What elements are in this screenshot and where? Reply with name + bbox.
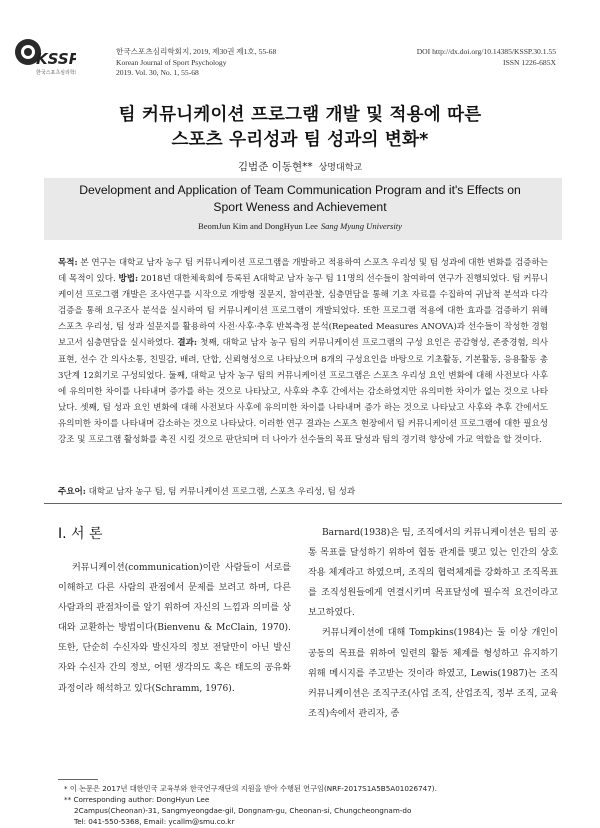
keywords-text: 대학교 남자 농구 팀, 팀 커뮤니케이션 프로그램, 스포츠 우리성, 팀 성과 <box>85 487 356 497</box>
keywords-label: 주요어: <box>58 487 86 497</box>
abstract-result-label: 결과: <box>177 338 198 349</box>
journal-citation <box>116 47 276 79</box>
section-heading: I. 서 론 <box>58 526 103 542</box>
body-right-column <box>308 523 558 724</box>
abstract-purpose-label: 목적: <box>58 258 78 268</box>
journal-line-2: Korean Journal of Sport Psychology <box>116 57 227 67</box>
author-names-en: BeomJun Kim and DongHyun Lee <box>198 221 318 231</box>
abstract-divider <box>44 503 562 504</box>
journal-line-1: 한국스포츠심리학회지, 2019, 제30권 제1호, 55-68 <box>116 47 277 56</box>
doi-issn <box>417 47 556 68</box>
affiliation-ko: 상명대학교 <box>318 163 363 173</box>
abstract-method: 2018년 대한체육회에 등록된 A대학교 남자 농구 팀 11명의 선수들이 참여하여 연구가 진행되었다. 팀 커뮤니케이션 프로그램 개발은 조사연구를 시작으로 개방형 질문지, 참여관찰, 심층면담을 통해 기초 자료를 수집하여 귀납적 분석과 다각 검증을 통해 요구조사 분석을 실시하여 팀 커뮤니케이션 프로그램이 개발되었다. 또한 프로그램 적용에 대한 효과를 검증하기 위해 스포츠 우리성, 팀 성과 설문지를 활용하여 사전·사후·추후 반복측정 분석(Repeated Measures ANOVA)과 선수들이 작성한 경험 보고서 심층면담을 실시하였다. <box>58 274 549 349</box>
doi-link[interactable]: DOI http://dx.doi.org/10.14385/KSSP.30.1.55 <box>416 47 556 56</box>
footnote-funding: * 이 논문은 2017년 대한민국 교육부와 한국연구재단의 지원을 받아 수행된 연구임(NRF-2017S1A5B5A01026747). <box>64 784 437 793</box>
title-en-line-2: Sport Weness and Achievement <box>213 200 387 214</box>
issn: ISSN 1226-685X <box>503 57 556 67</box>
title-en-line-1: Development and Application of Team Communication Program and it's Effects on <box>79 183 521 197</box>
footnote-contact: Tel: 041-550-5368, Email: ycallm@smu.co.kr <box>74 817 235 826</box>
authors-ko <box>0 159 600 174</box>
journal-line-3: 2019. Vol. 30, No. 1, 55-68 <box>116 68 199 77</box>
affiliation-en: Sang Myung University <box>320 221 402 231</box>
title-ko-line-2: 스포츠 우리성과 팀 성과의 변화* <box>171 130 429 150</box>
keywords <box>58 485 548 497</box>
footnote-corresponding: ** Corresponding author: DongHyun Lee <box>64 795 210 804</box>
footnote-address: 2Campus(Cheonan)-31, Sangmyeongdae-gil, Dongnam-gu, Cheonan-si, Chungcheongnam-do <box>74 806 412 815</box>
logo-text: KSSP <box>36 50 76 68</box>
journal-logo <box>14 38 76 76</box>
title-ko-line-1: 팀 커뮤니케이션 프로그램 개발 및 적용에 따른 <box>118 105 482 125</box>
abstract-result: 첫째, 대학교 남자 농구 팀의 커뮤니케이션 프로그램의 구성 요인은 공감형성, 존중경험, 의사표현, 선수 간 의사소통, 친밀감, 배려, 단합, 신뢰형성으로 나타났으며 8개의 구성요인을 바탕으로 기초활동, 기본활동, 응용활동 총 3단계 12회기로 구성되었다. 둘째, 대학교 남자 농구 팀의 커뮤니케이션 프로그램은 스포츠 우리성 요인 변화에 대해 사전보다 사후에 유의미한 차이를 나타내며 증가를 하는 것으로 나타났고, 사후와 추후 간에서는 감소하였지만 유의미한 차이가 없는 것으로 나타났다. 셋째, 팀 성과 요인 변화에 대해 사전보다 사후에 유의미한 차이를 나타내며 증가 하는 것으로 나타났고 사후와 추후 간에서도 유의미한 차이를 나타내며 감소하는 것으로 나타났다. 이러한 연구 결과는 스포츠 현장에서 팀 커뮤니케이션 프로그램에 대한 필요성 강조 및 프로그램 활성화를 촉진 시킬 것으로 판단되며 더 나아가 선수들의 목표 달성과 팀의 경기력 향상에 가교 역할을 할 것이다. <box>58 338 549 446</box>
body-paragraph: 커뮤니케이션에 대해 Tompkins(1984)는 둘 이상 개인이 공동의 목표를 위하여 일련의 활동 체계를 형성하고 유지하기 위해 메시지를 주고받는 것이라 하였고, Lewis(1987)는 조직 커뮤니케이션은 조직구조(사업 조직, 산업조직, 정부 조직, 교육 조직)속에서 관리자, 종 <box>308 628 558 719</box>
author-names-ko: 김범준 이동현** <box>237 161 313 173</box>
body-left-column: 커뮤니케이션(communication)이란 사람들이 서로를 이해하고 다른 사람의 관점에서 문제를 보려고 하며, 다른 사람과의 관점차이를 알기 위하여 자신의 느낌과 의미를 상대와 교환하는 방법이다(Bienvenu & McClain, 1970). 또한, 단순히 수신자와 발신자의 정보 전달만이 아닌 발신자와 수신자 간의 정보, 어떤 생각의도 혹은 태도의 공유화 과정이라 해석하고 있다(Schramm, 1976). <box>58 563 291 694</box>
abstract-purpose: 본 연구는 대학교 남자 농구 팀 커뮤니케이션 프로그램을 개발하고 적용하여 스포츠 우리성 및 팀 성과에 대한 변화를 검증하는데 목적이 있다. <box>58 258 548 285</box>
authors-en <box>0 221 600 231</box>
footnote-divider <box>58 779 98 780</box>
abstract <box>58 255 548 448</box>
logo-subtitle: 한국스포츠심리학회 <box>36 70 76 76</box>
body-paragraph: Barnard(1938)은 팀, 조직에서의 커뮤니케이션은 팀의 공통 목표를 달성하기 위하여 협동 관계를 맺고 있는 인간의 상호작용 체계라고 하였으며, 조직의 협력체계를 강화하고 조직목표를 조직성원들에게 연결시키며 목표달성에 필수적 요건이라고 보고하였다. <box>308 528 558 619</box>
abstract-method-label: 방법: <box>118 274 139 285</box>
